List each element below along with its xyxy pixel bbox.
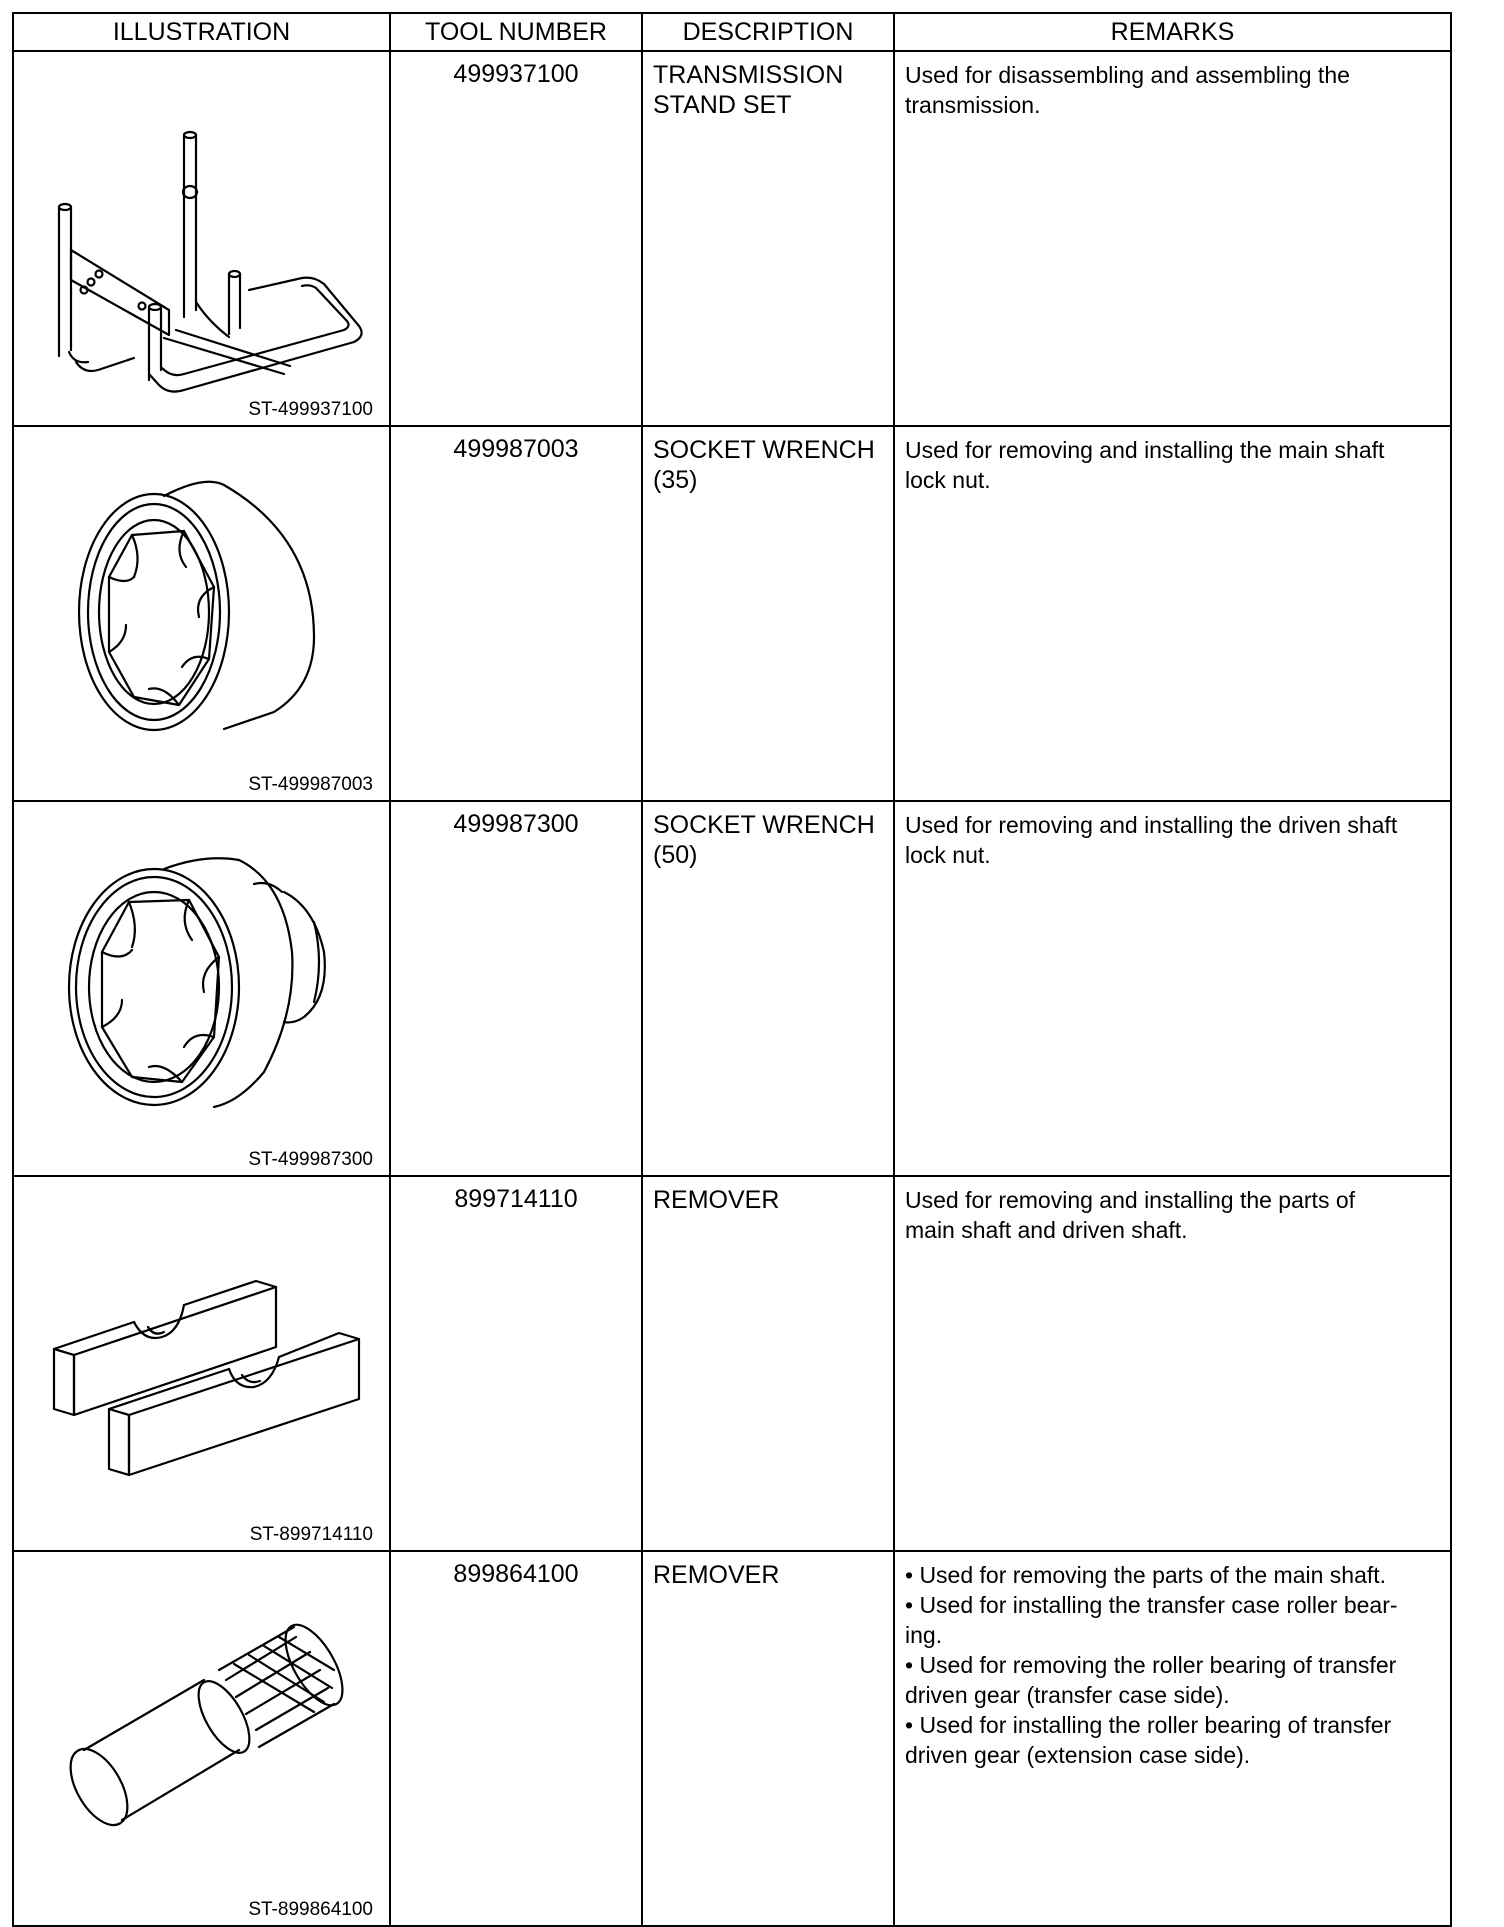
- description-line: REMOVER: [653, 1561, 780, 1589]
- tool-remarks: [894, 426, 1451, 801]
- table-row: [13, 1176, 1451, 1551]
- special-tools-table: [12, 12, 1452, 1927]
- remarks-line: driven gear (extension case side).: [905, 1742, 1251, 1768]
- remarks-line: transmission.: [905, 92, 1041, 118]
- illustration-caption: ST-899714110: [249, 1524, 373, 1545]
- tool-description: [642, 1551, 894, 1926]
- socket-wrench-50-illustration: [14, 802, 391, 1167]
- remover-blocks-illustration: [14, 1177, 391, 1542]
- remarks-line: Used for removing and installing the parts of: [905, 1187, 1356, 1213]
- socket-wrench-35-illustration: [14, 427, 391, 792]
- remover-knurled-illustration: [14, 1552, 391, 1917]
- remarks-line: • Used for installing the roller bearing of transfer: [905, 1712, 1392, 1738]
- tool-remarks: [894, 1176, 1451, 1551]
- tool-number: 499987300: [390, 801, 642, 1176]
- description-line: TRANSMISSION: [653, 61, 844, 89]
- description-line: (50): [653, 841, 698, 869]
- remarks-line: Used for removing and installing the driven shaft: [905, 812, 1398, 838]
- illustration-cell: [13, 1551, 390, 1926]
- header-remarks: REMARKS: [894, 13, 1451, 51]
- tool-number: 499937100: [390, 51, 642, 426]
- header-tool-number: TOOL NUMBER: [390, 13, 642, 51]
- description-line: REMOVER: [653, 1186, 780, 1214]
- remarks-line: lock nut.: [905, 842, 991, 868]
- illustration-cell: [13, 801, 390, 1176]
- illustration-caption: ST-499937100: [248, 399, 373, 420]
- illustration-caption: ST-499987003: [248, 774, 373, 795]
- remarks-line: driven gear (transfer case side).: [905, 1682, 1230, 1708]
- tool-remarks: [894, 1551, 1451, 1926]
- illustration-caption: ST-899864100: [248, 1899, 373, 1920]
- remarks-line: • Used for removing the roller bearing of transfer: [905, 1652, 1397, 1678]
- tool-number: 899714110: [390, 1176, 642, 1551]
- tool-description: [642, 426, 894, 801]
- table-row: [13, 426, 1451, 801]
- header-description: DESCRIPTION: [642, 13, 894, 51]
- tool-remarks: [894, 51, 1451, 426]
- remarks-line: Used for removing and installing the main shaft: [905, 437, 1385, 463]
- description-line: SOCKET WRENCH: [653, 436, 875, 464]
- header-illustration: ILLUSTRATION: [13, 13, 390, 51]
- illustration-cell: [13, 1176, 390, 1551]
- illustration-cell: [13, 426, 390, 801]
- transmission-stand-illustration: [14, 52, 391, 417]
- illustration-caption: ST-499987300: [248, 1149, 373, 1170]
- tool-remarks: [894, 801, 1451, 1176]
- table-row: [13, 801, 1451, 1176]
- description-line: (35): [653, 466, 698, 494]
- remarks-line: ing.: [905, 1622, 943, 1648]
- header-row: [13, 13, 1451, 51]
- illustration-cell: [13, 51, 390, 426]
- tool-number: 899864100: [390, 1551, 642, 1926]
- remarks-line: • Used for removing the parts of the main shaft.: [905, 1562, 1387, 1588]
- remarks-line: lock nut.: [905, 467, 991, 493]
- table-row: [13, 51, 1451, 426]
- remarks-line: Used for disassembling and assembling the: [905, 62, 1350, 88]
- description-line: STAND SET: [653, 91, 792, 119]
- remarks-line: main shaft and driven shaft.: [905, 1217, 1188, 1243]
- tool-description: [642, 51, 894, 426]
- remarks-line: • Used for installing the transfer case roller bear-: [905, 1592, 1398, 1618]
- table-row: [13, 1551, 1451, 1926]
- description-line: SOCKET WRENCH: [653, 811, 875, 839]
- tool-number: 499987003: [390, 426, 642, 801]
- tool-description: [642, 1176, 894, 1551]
- tool-description: [642, 801, 894, 1176]
